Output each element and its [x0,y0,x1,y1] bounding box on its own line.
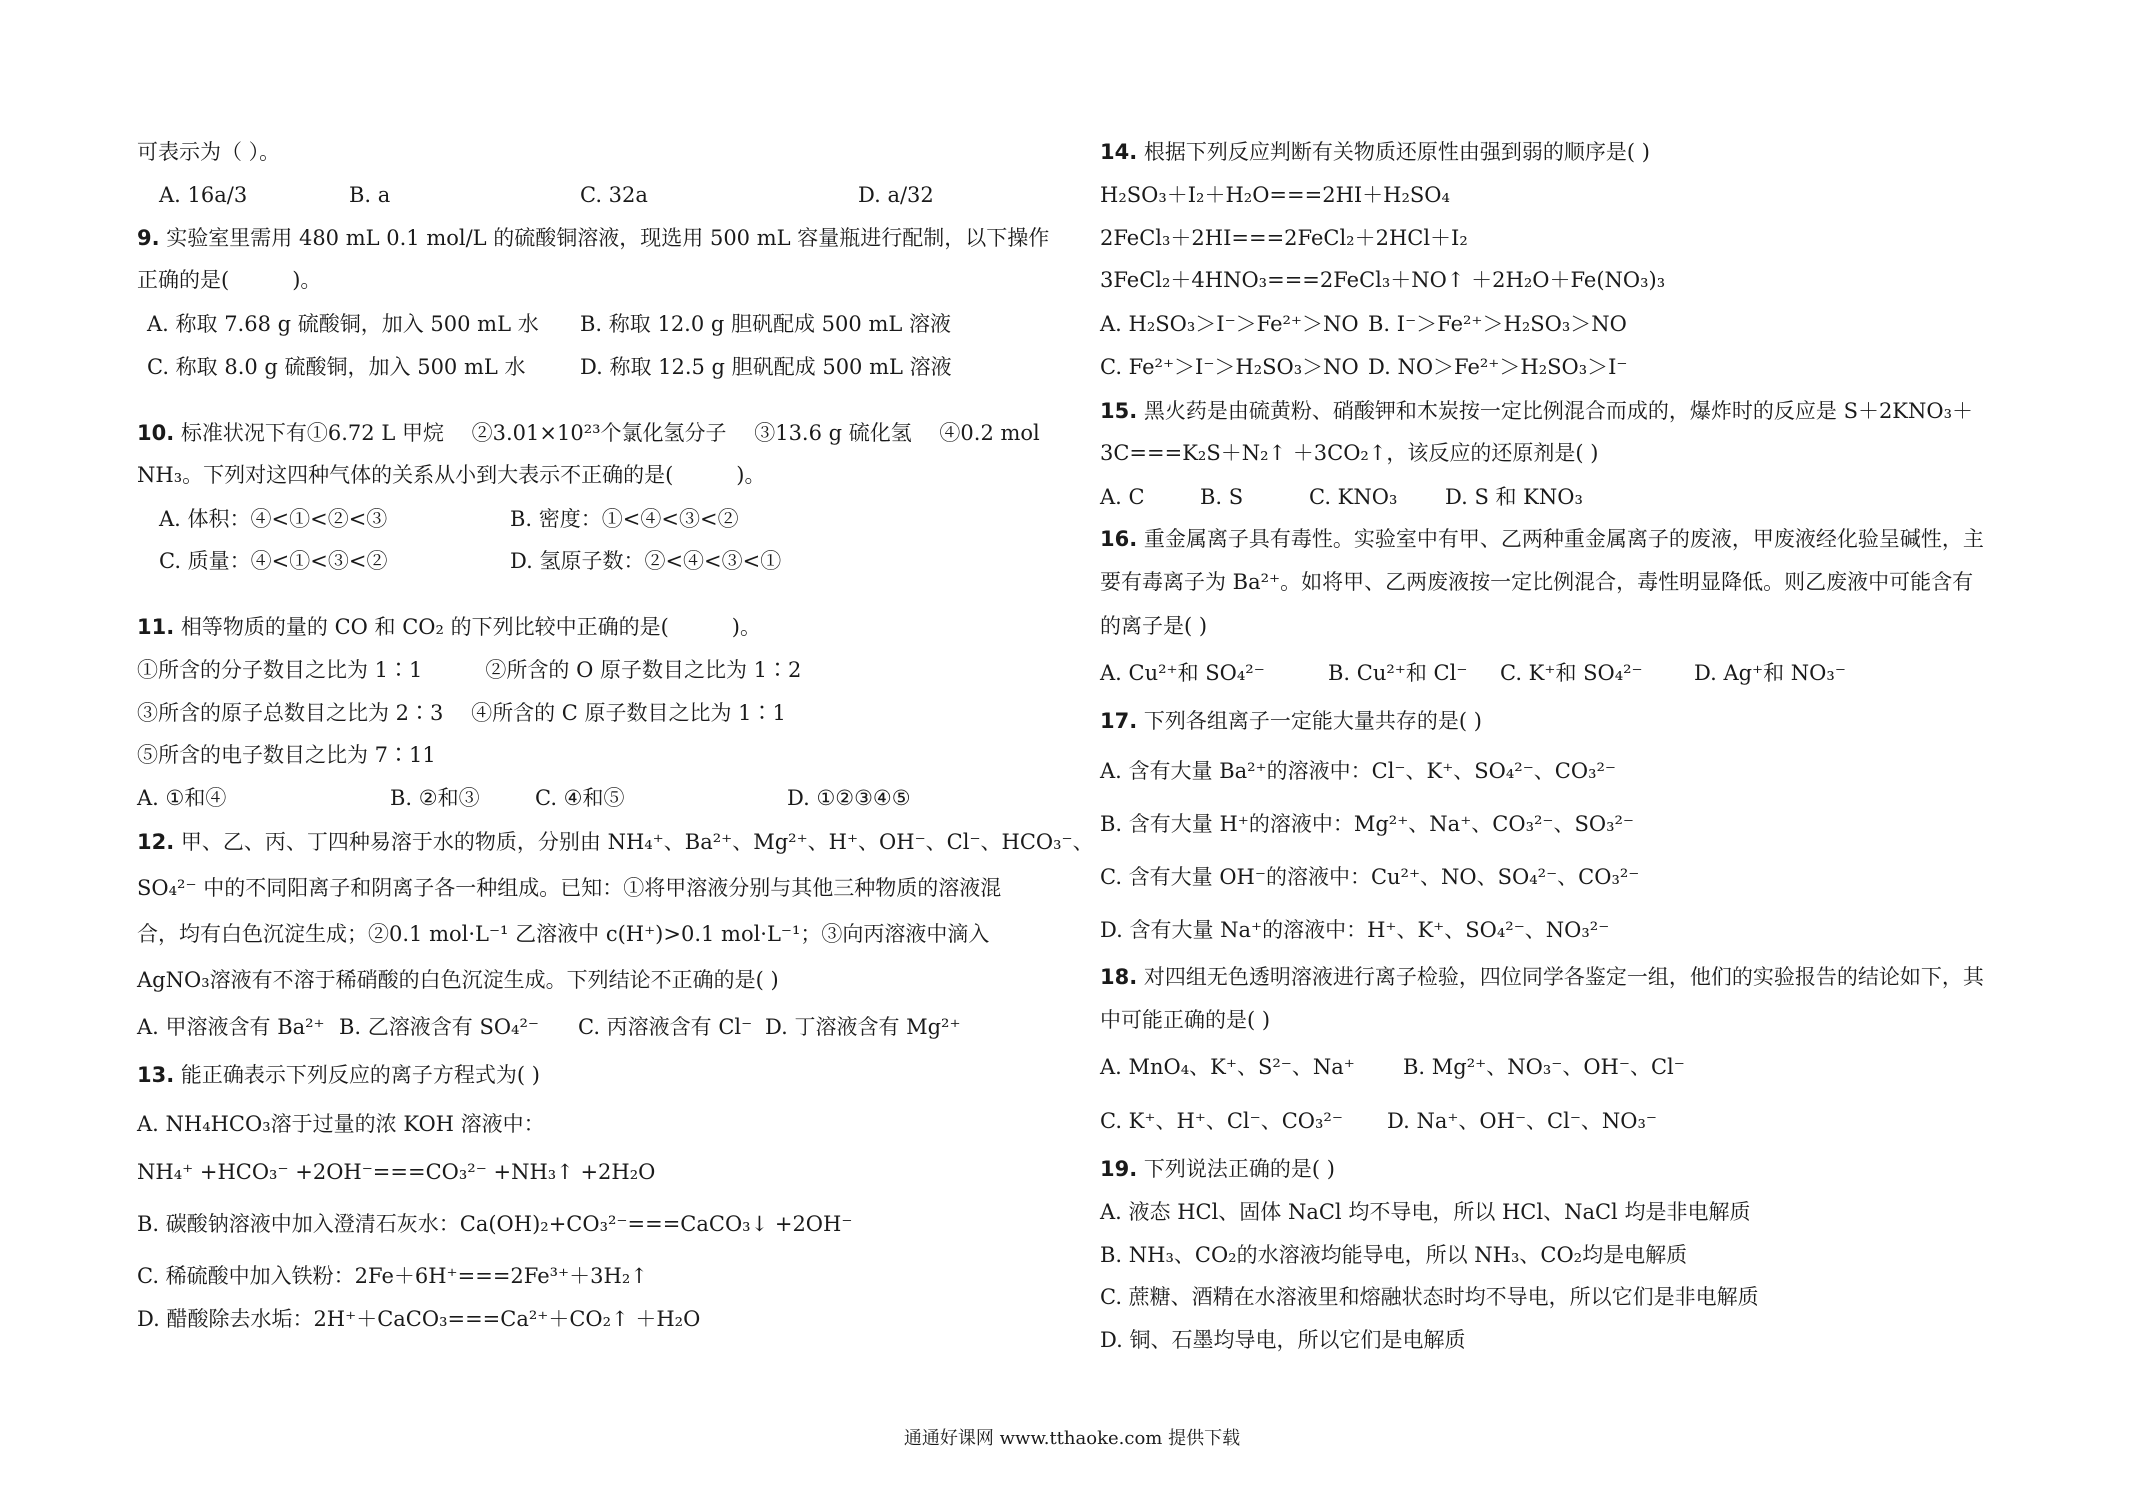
q12-stem-text: 甲、乙、丙、丁四种易溶于水的物质，分别由 NH₄⁺、Ba²⁺、Mg²⁺、H⁺、OH⁻、Cl⁻、HCO₃⁻、 [180,830,1094,854]
q13-option-d: D. 醋酸除去水垢：2H⁺＋CaCO₃===Ca²⁺＋CO₂↑ ＋H₂O [137,1307,701,1331]
q11-option-b: B. ②和③ [390,786,480,810]
q14-equation-2: 2FeCl₃＋2HI===2FeCl₂＋2HCl＋I₂ [1100,226,1468,250]
q15-option-d: D. S 和 KNO₃ [1445,485,1583,509]
q16-stem-line1 [1100,525,1984,553]
q15-option-c: C. KNO₃ [1309,485,1398,509]
q9-stem-line1 [137,224,1049,252]
q10-option-d: D. 氢原子数：②<④<③<① [510,549,782,573]
q11-stem [137,613,761,641]
q8-option-a: A. 16a/3 [159,183,248,207]
q14-equation-1: H₂SO₃＋I₂＋H₂O===2HI＋H₂SO₄ [1100,183,1450,207]
q14-option-d: D. NO＞Fe²⁺＞H₂SO₃＞I⁻ [1368,355,1628,379]
q17-stem-text: 下列各组离子一定能大量共存的是( ) [1143,709,1482,733]
q11-option-d: D. ①②③④⑤ [787,786,911,810]
q18-stem-line1 [1100,963,1984,991]
q17-option-c: C. 含有大量 OH⁻的溶液中：Cu²⁺、NO、SO₄²⁻、CO₃²⁻ [1100,865,1640,889]
q19-option-d: D. 铜、石墨均导电，所以它们是电解质 [1100,1328,1466,1352]
q18-option-b: B. Mg²⁺、NO₃⁻、OH⁻、Cl⁻ [1403,1055,1685,1079]
q18-stem-text: 对四组无色透明溶液进行离子检验，四位同学各鉴定一组，他们的实验报告的结论如下，其 [1143,965,1984,989]
q14-option-c: C. Fe²⁺＞I⁻＞H₂SO₃＞NO [1100,355,1359,379]
q19-number: 19. [1100,1157,1138,1181]
q17-option-b: B. 含有大量 H⁺的溶液中：Mg²⁺、Na⁺、CO₃²⁻、SO₃²⁻ [1100,812,1635,836]
q18-option-a: A. MnO₄、K⁺、S²⁻、Na⁺ [1100,1055,1355,1079]
q12-number: 12. [137,830,175,854]
q13-number: 13. [137,1063,175,1087]
q14-stem-text: 根据下列反应判断有关物质还原性由强到弱的顺序是( ) [1143,140,1650,164]
q11-option-a: A. ①和④ [137,786,227,810]
q8-stem-tail: 可表示为（ ）。 [137,140,281,164]
q13-stem [137,1061,540,1089]
q19-option-c: C. 蔗糖、酒精在水溶液里和熔融状态时均不导电，所以它们是非电解质 [1100,1285,1759,1309]
q12-option-d: D. 丁溶液含有 Mg²⁺ [765,1015,961,1039]
q16-option-d: D. Ag⁺和 NO₃⁻ [1694,661,1846,685]
q15-stem-text: 黑火药是由硫黄粉、硝酸钾和木炭按一定比例混合而成的，爆炸时的反应是 S＋2KNO₃＋ [1143,399,1974,423]
q15-stem-line2: 3C===K₂S＋N₂↑ ＋3CO₂↑，该反应的还原剂是( ) [1100,441,1599,465]
q16-stem-line3: 的离子是( ) [1100,614,1208,638]
q9-stem-text: 实验室里需用 480 mL 0.1 mol/L 的硫酸铜溶液，现选用 500 mL 容量瓶进行配制，以下操作 [166,226,1050,250]
q15-option-b: B. S [1200,485,1244,509]
q9-number: 9. [137,226,160,250]
q14-option-b: B. I⁻＞Fe²⁺＞H₂SO₃＞NO [1368,312,1627,336]
download-source-footer: 通通好课网 www.tthaoke.com 提供下载 [903,1428,1241,1449]
q8-option-d: D. a/32 [858,183,934,207]
q18-number: 18. [1100,965,1138,989]
q12-option-b: B. 乙溶液含有 SO₄²⁻ [339,1015,539,1039]
q8-option-c: C. 32a [580,183,648,207]
q10-option-a: A. 体积：④<①<②<③ [159,507,388,531]
q19-stem-text: 下列说法正确的是( ) [1143,1157,1335,1181]
q17-option-d: D. 含有大量 Na⁺的溶液中：H⁺、K⁺、SO₄²⁻、NO₃²⁻ [1100,918,1610,942]
q13-option-b: B. 碳酸钠溶液中加入澄清石灰水：Ca(OH)₂+CO₃²⁻===CaCO₃↓ +2OH⁻ [137,1212,853,1236]
q10-option-b: B. 密度：①<④<③<② [510,507,739,531]
q14-option-a: A. H₂SO₃＞I⁻＞Fe²⁺＞NO [1100,312,1359,336]
q9-option-c: C. 称取 8.0 g 硫酸铜，加入 500 mL 水 [147,355,526,379]
q14-equation-3: 3FeCl₂＋4HNO₃===2FeCl₃＋NO↑ ＋2H₂O＋Fe(NO₃)₃ [1100,268,1666,292]
q12-option-a: A. 甲溶液含有 Ba²⁺ [137,1015,325,1039]
q18-stem-line2: 中可能正确的是( ) [1100,1008,1271,1032]
q19-option-b: B. NH₃、CO₂的水溶液均能导电，所以 NH₃、CO₂均是电解质 [1100,1243,1688,1267]
q10-stem-text: 标准状况下有①6.72 L 甲烷 ②3.01×10²³个氯化氢分子 ③13.6 g 硫化氢 ④0.2 mol [180,421,1040,445]
q11-statement-1-2: ①所含的分子数目之比为 1∶1 ②所含的 O 原子数目之比为 1∶2 [137,658,802,682]
q9-stem-line2: 正确的是( )。 [137,268,322,292]
q16-stem-line2: 要有毒离子为 Ba²⁺。如将甲、乙两废液按一定比例混合，毒性明显降低。则乙废液中可能含有 [1100,570,1974,594]
q9-option-a: A. 称取 7.68 g 硫酸铜，加入 500 mL 水 [147,312,539,336]
q16-option-c: C. K⁺和 SO₄²⁻ [1500,661,1643,685]
q17-number: 17. [1100,709,1138,733]
q9-option-b: B. 称取 12.0 g 胆矾配成 500 mL 溶液 [580,312,951,336]
q15-option-a: A. C [1100,485,1145,509]
q13-stem-text: 能正确表示下列反应的离子方程式为( ) [180,1063,540,1087]
q9-option-d: D. 称取 12.5 g 胆矾配成 500 mL 溶液 [580,355,952,379]
q16-option-a: A. Cu²⁺和 SO₄²⁻ [1100,661,1265,685]
q16-number: 16. [1100,527,1138,551]
q11-statement-3-4: ③所含的原子总数目之比为 2∶3 ④所含的 C 原子数目之比为 1∶1 [137,701,786,725]
q12-stem-line3: 合，均有白色沉淀生成；②0.1 mol·L⁻¹ 乙溶液中 c(H⁺)>0.1 mol·L⁻¹；③向丙溶液中滴入 [137,922,990,946]
q16-option-b: B. Cu²⁺和 Cl⁻ [1328,661,1468,685]
q11-option-c: C. ④和⑤ [535,786,625,810]
q10-stem-line1 [137,419,1040,447]
q12-stem-line2: SO₄²⁻ 中的不同阳离子和阴离子各一种组成。已知：①将甲溶液分别与其他三种物质的溶液混 [137,876,1002,900]
q17-option-a: A. 含有大量 Ba²⁺的溶液中：Cl⁻、K⁺、SO₄²⁻、CO₃²⁻ [1100,759,1617,783]
q16-stem-text: 重金属离子具有毒性。实验室中有甲、乙两种重金属离子的废液，甲废液经化验呈碱性，主 [1143,527,1984,551]
q13-option-c: C. 稀硫酸中加入铁粉：2Fe＋6H⁺===2Fe³⁺＋3H₂↑ [137,1264,648,1288]
q8-option-b: B. a [349,183,391,207]
q11-stem-text: 相等物质的量的 CO 和 CO₂ 的下列比较中正确的是( )。 [180,615,761,639]
q14-number: 14. [1100,140,1138,164]
q12-stem-line1 [137,828,1094,856]
q12-option-c: C. 丙溶液含有 Cl⁻ [578,1015,753,1039]
q12-stem-line4: AgNO₃溶液有不溶于稀硝酸的白色沉淀生成。下列结论不正确的是( ) [137,968,779,992]
q13-option-a-equation: NH₄⁺ +HCO₃⁻ +2OH⁻===CO₃²⁻ +NH₃↑ +2H₂O [137,1160,656,1184]
q14-stem [1100,138,1650,166]
q15-stem-line1 [1100,397,1973,425]
q17-stem [1100,707,1482,735]
q18-option-d: D. Na⁺、OH⁻、Cl⁻、NO₃⁻ [1387,1109,1657,1133]
q11-statement-5: ⑤所含的电子数目之比为 7∶11 [137,743,436,767]
q18-option-c: C. K⁺、H⁺、Cl⁻、CO₃²⁻ [1100,1109,1343,1133]
q10-option-c: C. 质量：④<①<③<② [159,549,388,573]
q10-number: 10. [137,421,175,445]
q11-number: 11. [137,615,175,639]
q10-stem-line2: NH₃。下列对这四种气体的关系从小到大表示不正确的是( )。 [137,463,766,487]
q19-option-a: A. 液态 HCl、固体 NaCl 均不导电，所以 HCl、NaCl 均是非电解质 [1100,1200,1751,1224]
q19-stem [1100,1155,1335,1183]
q15-number: 15. [1100,399,1138,423]
q13-option-a: A. NH₄HCO₃溶于过量的浓 KOH 溶液中： [137,1112,545,1136]
